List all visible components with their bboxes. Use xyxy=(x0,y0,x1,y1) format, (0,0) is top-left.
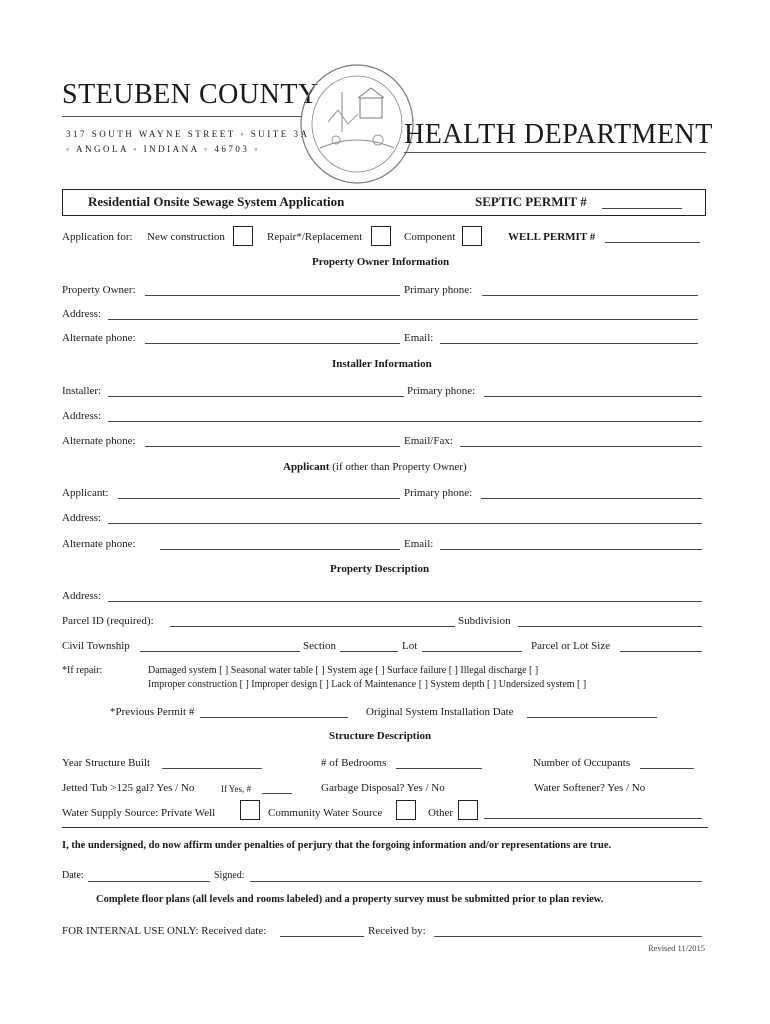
installer-field[interactable] xyxy=(108,396,404,397)
section-field[interactable] xyxy=(340,651,398,652)
if-yes-label: If Yes, # xyxy=(221,784,252,794)
installer-alt-phone-label: Alternate phone: xyxy=(62,435,136,447)
applicant-alt-phone-label: Alternate phone: xyxy=(62,538,136,550)
address-line-2: ◦ ANGOLA ◦ INDIANA ◦ 46703 ◦ xyxy=(66,144,260,154)
well-permit-label: WELL PERMIT # xyxy=(508,231,596,243)
revised-date: Revised 11/2015 xyxy=(648,943,706,953)
department-rule xyxy=(404,152,706,153)
bedrooms-field[interactable] xyxy=(396,768,482,769)
previous-permit-label: *Previous Permit # xyxy=(110,706,195,718)
jetted-tub-label[interactable]: Jetted Tub >125 gal? Yes / No xyxy=(62,782,195,794)
parcel-size-label: Parcel or Lot Size xyxy=(531,640,611,652)
received-by-field[interactable] xyxy=(434,936,702,937)
subdivision-field[interactable] xyxy=(518,626,702,627)
owner-alt-phone-label: Alternate phone: xyxy=(62,332,136,344)
repair-label: Repair*/Replacement xyxy=(267,231,363,243)
parcel-id-field[interactable] xyxy=(170,626,455,627)
new-construction-checkbox[interactable] xyxy=(233,226,253,246)
if-yes-field[interactable] xyxy=(262,793,292,794)
property-address-label: Address: xyxy=(62,590,102,602)
county-name: STEUBEN COUNTY xyxy=(62,79,319,110)
installer-address-field[interactable] xyxy=(108,421,702,422)
application-for-label: Application for: xyxy=(62,231,133,243)
civil-township-label: Civil Township xyxy=(62,640,130,652)
septic-permit-field[interactable] xyxy=(602,208,682,209)
water-softener-label[interactable]: Water Softener? Yes / No xyxy=(534,782,646,794)
subdivision-label: Subdivision xyxy=(458,615,511,627)
date-label: Date: xyxy=(62,870,84,881)
bedrooms-label: # of Bedrooms xyxy=(321,757,387,769)
new-construction-label: New construction xyxy=(147,231,225,243)
applicant-phone-label: Primary phone: xyxy=(404,487,473,499)
owner-heading: Property Owner Information xyxy=(312,256,450,268)
applicant-email-field[interactable] xyxy=(440,549,702,550)
received-by-label: Received by: xyxy=(368,925,426,937)
water-supply-label: Water Supply Source: Private Well xyxy=(62,807,216,819)
owner-label: Property Owner: xyxy=(62,284,136,296)
owner-phone-field[interactable] xyxy=(482,295,698,296)
septic-permit-label: SEPTIC PERMIT # xyxy=(475,194,587,209)
component-label: Component xyxy=(404,231,456,243)
owner-email-field[interactable] xyxy=(440,343,698,344)
owner-address-field[interactable] xyxy=(108,319,698,320)
installer-phone-label: Primary phone: xyxy=(407,385,476,397)
installer-heading: Installer Information xyxy=(332,358,432,370)
installer-alt-phone-field[interactable] xyxy=(145,446,400,447)
section-label: Section xyxy=(303,640,336,652)
owner-field[interactable] xyxy=(145,295,400,296)
original-install-field[interactable] xyxy=(527,717,657,718)
repair-checkbox[interactable] xyxy=(371,226,391,246)
lot-label: Lot xyxy=(402,640,418,652)
other-label: Other xyxy=(428,807,454,819)
other-field[interactable] xyxy=(484,818,702,819)
installer-email-field[interactable] xyxy=(460,446,702,447)
form-title: Residential Onsite Sewage System Application xyxy=(88,194,345,209)
owner-phone-label: Primary phone: xyxy=(404,284,473,296)
installer-label: Installer: xyxy=(62,385,102,397)
parcel-id-label: Parcel ID (required): xyxy=(62,615,154,627)
community-water-label: Community Water Source xyxy=(268,807,383,819)
header-rule xyxy=(62,116,302,117)
affirm-statement: I, the undersigned, do now affirm under penalties of perjury that the forgoing information and/or representations are true. xyxy=(62,840,612,851)
installer-phone-field[interactable] xyxy=(484,396,702,397)
previous-permit-field[interactable] xyxy=(200,717,348,718)
date-field[interactable] xyxy=(88,881,210,882)
applicant-phone-field[interactable] xyxy=(481,498,702,499)
installer-email-label: Email/Fax: xyxy=(404,435,453,447)
applicant-address-field[interactable] xyxy=(108,523,702,524)
repair-reasons-line-1[interactable]: Damaged system [ ] Seasonal water table [ ] System age [ ] Surface failure [ ] Illegal discharge [ ] xyxy=(148,665,539,676)
applicant-field[interactable] xyxy=(118,498,400,499)
owner-email-label: Email: xyxy=(404,332,434,344)
occupants-field[interactable] xyxy=(640,768,694,769)
signature-field[interactable] xyxy=(250,881,702,882)
applicant-heading: Applicant (if other than Property Owner) xyxy=(283,461,467,473)
address-line-1: 317 SOUTH WAYNE STREET ◦ SUITE 3A xyxy=(66,129,310,139)
applicant-label: Applicant: xyxy=(62,487,109,499)
section-divider xyxy=(62,827,708,828)
civil-township-field[interactable] xyxy=(140,651,300,652)
applicant-alt-phone-field[interactable] xyxy=(160,549,400,550)
floor-plan-notice: Complete floor plans (all levels and rooms labeled) and a property survey must be submitted prior to plan review. xyxy=(96,894,604,905)
signed-label: Signed: xyxy=(214,870,245,881)
community-water-checkbox[interactable] xyxy=(396,800,416,820)
well-permit-field[interactable] xyxy=(605,242,700,243)
year-built-label: Year Structure Built xyxy=(62,757,151,769)
department-name: HEALTH DEPARTMENT xyxy=(404,119,713,150)
original-install-label: Original System Installation Date xyxy=(366,706,514,718)
received-date-field[interactable] xyxy=(280,936,364,937)
year-built-field[interactable] xyxy=(162,768,262,769)
owner-address-label: Address: xyxy=(62,308,102,320)
other-checkbox[interactable] xyxy=(458,800,478,820)
parcel-size-field[interactable] xyxy=(620,651,702,652)
county-seal-icon xyxy=(298,62,416,186)
component-checkbox[interactable] xyxy=(462,226,482,246)
private-well-checkbox[interactable] xyxy=(240,800,260,820)
installer-address-label: Address: xyxy=(62,410,102,422)
applicant-address-label: Address: xyxy=(62,512,102,524)
lot-field[interactable] xyxy=(422,651,522,652)
owner-alt-phone-field[interactable] xyxy=(145,343,400,344)
applicant-email-label: Email: xyxy=(404,538,434,550)
property-address-field[interactable] xyxy=(108,601,702,602)
structure-heading: Structure Description xyxy=(329,730,432,742)
property-heading: Property Description xyxy=(330,563,430,575)
garbage-disposal-label[interactable]: Garbage Disposal? Yes / No xyxy=(321,782,445,794)
if-repair-label: *If repair: xyxy=(62,665,103,676)
repair-reasons-line-2[interactable]: Improper construction [ ] Improper design [ ] Lack of Maintenance [ ] System depth [ ] Undersized system [ ] xyxy=(148,679,587,690)
occupants-label: Number of Occupants xyxy=(533,757,631,769)
internal-use-label: FOR INTERNAL USE ONLY: Received date: xyxy=(62,925,267,937)
